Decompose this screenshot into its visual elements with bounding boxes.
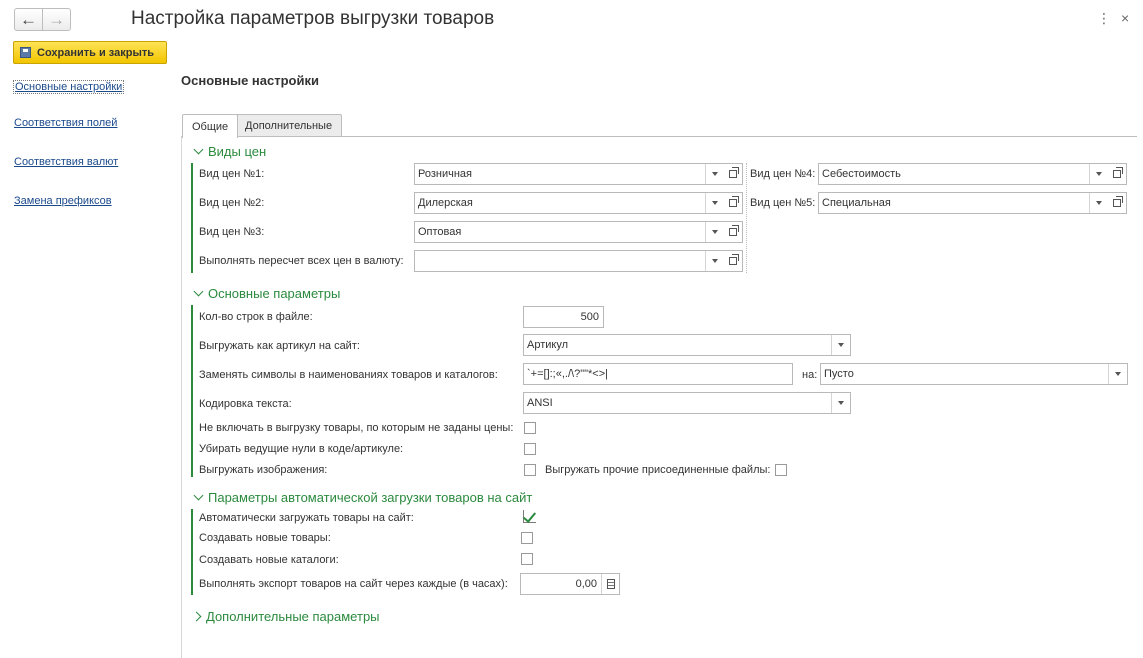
save-and-close-label: Сохранить и закрыть — [37, 46, 154, 59]
price2-select[interactable] — [414, 192, 725, 214]
price1-label: Вид цен №1: — [199, 168, 265, 180]
exclude-no-price-label: Не включать в выгрузку товары, по которым не заданы цены: — [199, 422, 514, 434]
dropdown-arrow-icon[interactable] — [1108, 364, 1127, 384]
replace-chars-value: `+=[]:;«,./\?""*<>| — [527, 368, 608, 380]
encoding-select[interactable] — [523, 392, 851, 414]
column-separator — [746, 163, 747, 273]
open-icon[interactable] — [1108, 163, 1127, 185]
price1-select[interactable] — [414, 163, 725, 185]
chevron-down-icon — [194, 287, 204, 297]
arrow-left-icon: ← — [20, 9, 37, 29]
new-catalogs-checkbox[interactable] — [521, 553, 533, 565]
price5-select[interactable] — [818, 192, 1109, 214]
tab-additional[interactable]: Дополнительные — [235, 114, 342, 137]
group-bar — [191, 305, 193, 477]
dropdown-arrow-icon[interactable] — [705, 193, 724, 213]
export-files-checkbox[interactable] — [775, 464, 787, 476]
dropdown-arrow-icon[interactable] — [705, 251, 724, 271]
price4-select[interactable] — [818, 163, 1109, 185]
dropdown-arrow-icon[interactable] — [1089, 164, 1108, 184]
replace-chars-label: Заменять символы в наименованиях товаров и каталогов: — [199, 369, 498, 381]
open-icon[interactable] — [1108, 192, 1127, 214]
group-main-params[interactable] — [193, 286, 340, 301]
sidebar-item-main-settings[interactable]: Основные настройки — [15, 81, 123, 93]
replace-to-label: на: — [802, 369, 818, 381]
group-extra-params-title: Дополнительные параметры — [206, 609, 380, 624]
rows-count-value: 500 — [580, 311, 599, 323]
save-and-close-button[interactable] — [13, 41, 167, 64]
calculator-icon[interactable] — [601, 574, 619, 594]
open-icon[interactable] — [724, 163, 743, 185]
close-icon[interactable]: × — [1121, 10, 1130, 26]
price4-value: Себестоимость — [822, 168, 901, 180]
article-label: Выгружать как артикул на сайт: — [199, 340, 360, 352]
strip-zeros-label: Убирать ведущие нули в коде/артикуле: — [199, 443, 404, 455]
group-price-types-title: Виды цен — [208, 144, 267, 159]
export-interval-input[interactable] — [520, 573, 620, 595]
arrow-right-icon: → — [48, 9, 65, 29]
dropdown-arrow-icon[interactable] — [831, 393, 850, 413]
tab-general[interactable]: Общие — [182, 114, 238, 138]
export-files-label: Выгружать прочие присоединенные файлы: — [545, 464, 771, 476]
export-interval-label: Выполнять экспорт товаров на сайт через каждые (в часах): — [199, 578, 508, 590]
group-extra-params[interactable] — [193, 609, 380, 624]
new-catalogs-label: Создавать новые каталоги: — [199, 554, 339, 566]
chevron-down-icon — [194, 145, 204, 155]
back-button[interactable] — [14, 8, 43, 31]
price2-value: Дилерская — [418, 197, 473, 209]
rows-count-label: Кол-во строк в файле: — [199, 311, 313, 323]
group-auto-upload-title: Параметры автоматической загрузки товаров на сайт — [208, 490, 533, 505]
dropdown-arrow-icon[interactable] — [1089, 193, 1108, 213]
auto-upload-label: Автоматически загружать товары на сайт: — [199, 512, 414, 524]
new-goods-label: Создавать новые товары: — [199, 532, 331, 544]
price5-label: Вид цен №5: — [750, 197, 816, 209]
more-menu-icon[interactable]: ⋮ — [1097, 10, 1111, 26]
price2-label: Вид цен №2: — [199, 197, 265, 209]
exclude-no-price-checkbox[interactable] — [524, 422, 536, 434]
group-bar — [191, 163, 193, 273]
export-images-checkbox[interactable] — [524, 464, 536, 476]
chevron-down-icon — [194, 491, 204, 501]
export-interval-value: 0,00 — [575, 578, 597, 590]
group-price-types[interactable] — [193, 144, 266, 159]
dropdown-arrow-icon[interactable] — [831, 335, 850, 355]
recalc-currency-label: Выполнять пересчет всех цен в валюту: — [199, 255, 404, 267]
replace-chars-input[interactable] — [523, 363, 793, 385]
price3-label: Вид цен №3: — [199, 226, 265, 238]
encoding-label: Кодировка текста: — [199, 398, 292, 410]
replace-to-value: Пусто — [824, 368, 854, 380]
strip-zeros-checkbox[interactable] — [524, 443, 536, 455]
new-goods-checkbox[interactable] — [521, 532, 533, 544]
rows-count-input[interactable] — [523, 306, 604, 328]
encoding-value: ANSI — [527, 397, 553, 409]
sidebar-item-currency-mapping[interactable]: Соответствия валют — [14, 156, 119, 168]
group-main-params-title: Основные параметры — [208, 286, 341, 301]
recalc-currency-select[interactable] — [414, 250, 725, 272]
page-title: Настройка параметров выгрузки товаров — [131, 8, 495, 29]
price5-value: Специальная — [822, 197, 891, 209]
open-icon[interactable] — [724, 221, 743, 243]
chevron-right-icon — [192, 612, 202, 622]
floppy-disk-icon — [20, 47, 31, 58]
dropdown-arrow-icon[interactable] — [705, 164, 724, 184]
price3-value: Оптовая — [418, 226, 462, 238]
sidebar-item-prefix-replace[interactable]: Замена префиксов — [14, 195, 112, 207]
price1-value: Розничная — [418, 168, 472, 180]
sidebar-item-field-mapping[interactable]: Соответствия полей — [14, 117, 118, 129]
auto-upload-checkbox[interactable] — [523, 511, 535, 523]
group-bar — [191, 509, 193, 595]
export-images-label: Выгружать изображения: — [199, 464, 328, 476]
forward-button[interactable] — [42, 8, 71, 31]
price4-label: Вид цен №4: — [750, 168, 816, 180]
open-icon[interactable] — [724, 192, 743, 214]
price3-select[interactable] — [414, 221, 725, 243]
article-select[interactable] — [523, 334, 851, 356]
open-icon[interactable] — [724, 250, 743, 272]
article-value: Артикул — [527, 339, 569, 351]
group-auto-upload[interactable] — [193, 490, 532, 505]
section-title: Основные настройки — [181, 73, 319, 88]
replace-to-select[interactable] — [820, 363, 1128, 385]
dropdown-arrow-icon[interactable] — [705, 222, 724, 242]
